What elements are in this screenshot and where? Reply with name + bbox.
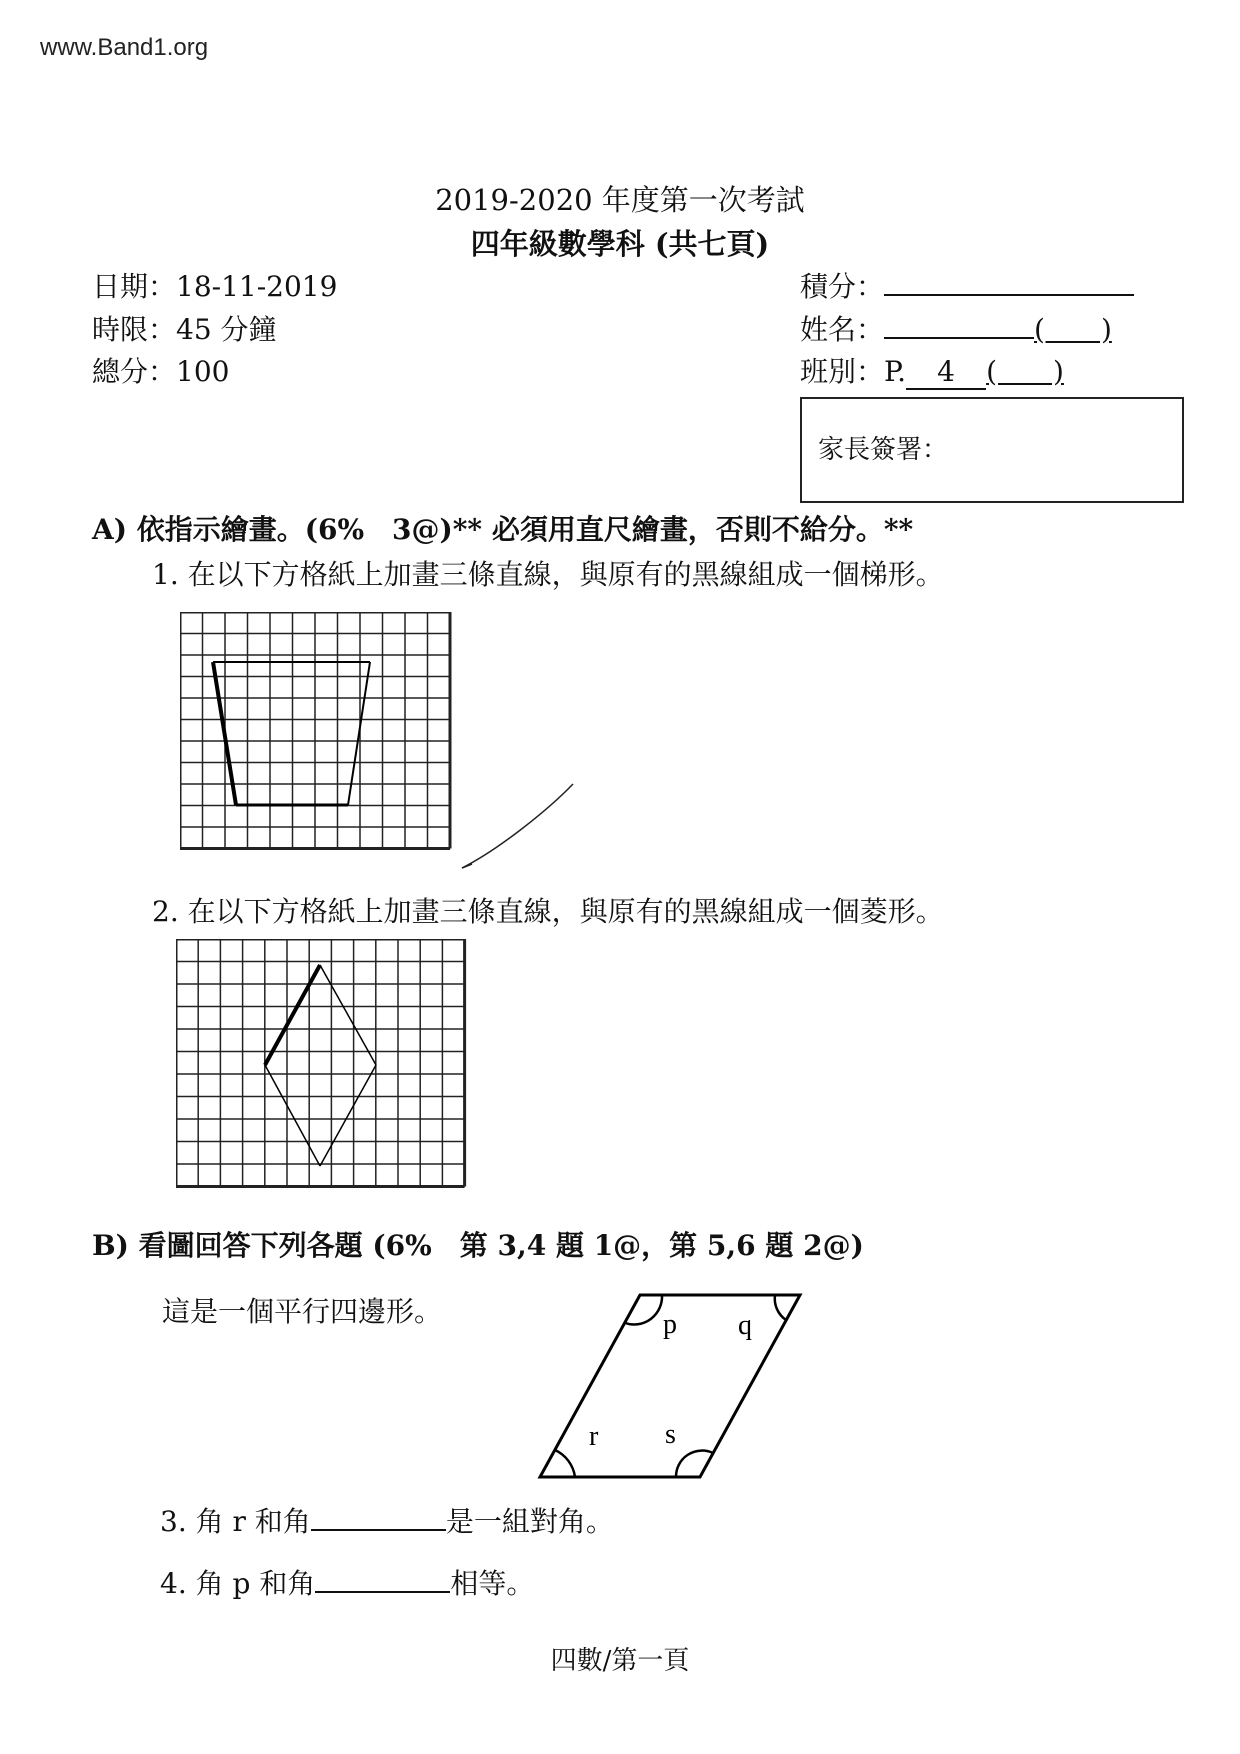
- angle-label-r: r: [589, 1421, 599, 1452]
- class-number-blank[interactable]: ( ): [986, 355, 1064, 388]
- question-4-suffix: 相等。: [450, 1567, 535, 1600]
- trapezium-grid[interactable]: [180, 612, 452, 852]
- score-label: 積分：: [800, 270, 885, 303]
- parallelogram-intro: 這是一個平行四邊形。: [162, 1295, 443, 1328]
- grid-lines: [176, 939, 465, 1187]
- watermark-text: www.Band1.org: [40, 34, 209, 61]
- exam-subtitle: 四年級數學科 (共七頁): [470, 227, 770, 261]
- exam-total-marks: 總分：100: [92, 355, 230, 388]
- signature-label: 家長簽署：: [818, 435, 949, 465]
- grid-lines: [180, 612, 450, 849]
- section-b-heading: B) 看圖回答下列各題 (6% 第 3,4 題 1@，第 5,6 題 2@): [92, 1229, 864, 1262]
- question-2: 2. 在以下方格紙上加畫三條直線，與原有的黑線組成一個菱形。: [152, 895, 944, 928]
- name-label: 姓名：: [800, 313, 885, 346]
- class-field: [800, 350, 1064, 390]
- rhombus-grid[interactable]: [176, 939, 470, 1194]
- question-3-prefix: 3. 角 r 和角: [160, 1505, 311, 1538]
- parallelogram-diagram: [535, 1290, 815, 1485]
- question-4-answer-blank[interactable]: [315, 1565, 450, 1593]
- name-blank[interactable]: [884, 311, 1034, 339]
- angle-label-p: p: [663, 1309, 677, 1340]
- score-blank[interactable]: [884, 268, 1134, 296]
- name-number-blank[interactable]: ( ): [1034, 313, 1112, 346]
- question-3-answer-blank[interactable]: [311, 1503, 446, 1531]
- question-4: [160, 1562, 534, 1602]
- question-3-suffix: 是一組對角。: [445, 1505, 614, 1538]
- exam-time-limit: 時限：45 分鐘: [92, 313, 277, 346]
- rhombus-given-edge: [265, 965, 320, 1065]
- question-4-prefix: 4. 角 p 和角: [160, 1567, 316, 1600]
- angle-label-s: s: [665, 1419, 676, 1450]
- name-field: [800, 308, 1112, 348]
- class-label: 班別：P.: [800, 355, 907, 388]
- pencil-stroke: [458, 780, 578, 880]
- exam-date: 日期：18-11-2019: [92, 270, 338, 303]
- question-1: 1. 在以下方格紙上加畫三條直線，與原有的黑線組成一個梯形。: [152, 558, 944, 591]
- score-field: [800, 265, 1134, 305]
- exam-title: 2019-2020 年度第一次考試: [435, 183, 805, 217]
- question-3: [160, 1500, 614, 1540]
- page-footer: 四數/第一頁: [550, 1646, 690, 1676]
- parent-signature-box[interactable]: [800, 397, 1184, 503]
- section-a-heading: A) 依指示繪畫。(6% 3@)** 必須用直尺繪畫，否則不給分。**: [92, 513, 914, 546]
- class-value[interactable]: 4: [906, 355, 986, 390]
- angle-label-q: q: [738, 1310, 752, 1341]
